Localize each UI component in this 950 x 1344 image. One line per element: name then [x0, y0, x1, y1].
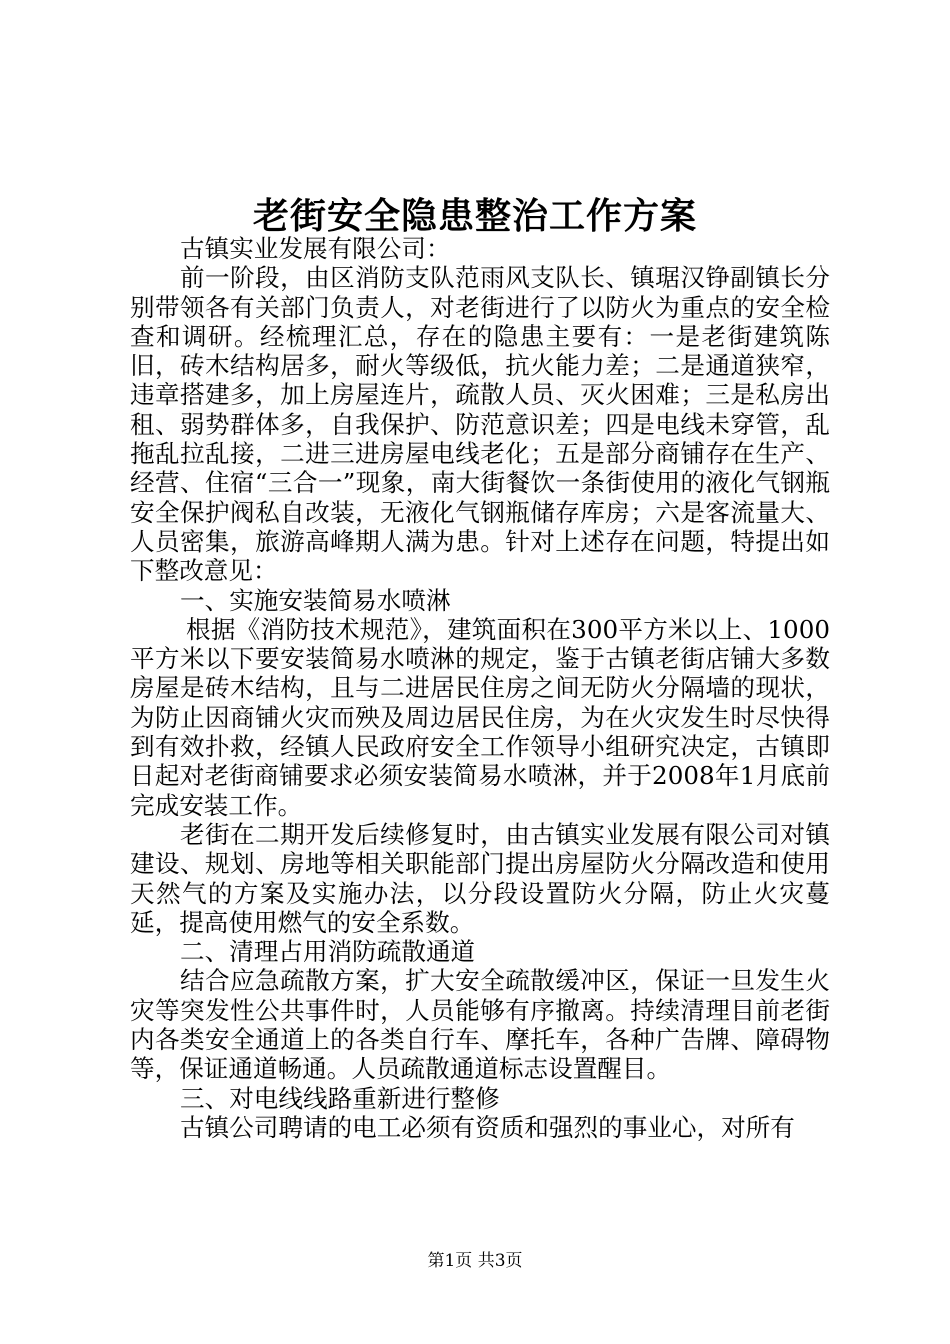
paragraph-intro: 前一阶段，由区消防支队范雨风支队长、镇琚汉铮副镇长分别带领各有关部门负责人，对老街进行了以防火为重点的安全检查和调研。经梳理汇总，存在的隐患主要有：一是老街建筑陈旧，砖木结构居多，耐火等级低，抗火能力差；二是通道狭窄，违章搭建多，加上房屋连片，疏散人员、灭火困难；三是私房出租、弱势群体多，自我保护、防范意识差；四是电线未穿管，乱拖乱拉乱接，二进三进房屋电线老化；五是部分商铺存在生产、经营、住宿“三合一”现象，南大街餐饮一条街使用的液化气钢瓶安全保护阀私自改装，无液化气钢瓶储存库房；六是客流量大、人员密集，旅游高峰期人满为患。针对上述存在问题，特提出如下整改意见：	[130, 263, 830, 586]
section-heading-2: 二、清理占用消防疏散通道	[180, 937, 476, 967]
section-heading-3: 三、对电线线路重新进行整修	[180, 1083, 500, 1113]
document-title: 老街安全隐患整治工作方案	[252, 195, 697, 237]
paragraph-section-2: 结合应急疏散方案，扩大安全疏散缓冲区，保证一旦发生火灾等突发性公共事件时，人员能够有序撤离。持续清理目前老街内各类安全通道上的各类自行车、摩托车，各种广告牌、障碍物等，保证通道畅通。人员疏散通道标志设置醒目。	[130, 966, 830, 1084]
paragraph-salutation: 古镇实业发展有限公司：	[180, 234, 451, 263]
paragraph-section-3: 古镇公司聘请的电工必须有资质和强烈的事业心，对所有	[180, 1112, 795, 1142]
paragraph-section-1-a: 根据《消防技术规范》，建筑面积在300平方米以上、1000平方米以下要安装简易水喷淋的规定，鉴于古镇老街店铺大多数房屋是砖木结构，且与二进居民住房之间无防火分隔墙的现状，为防止因商铺火灾而殃及周边居民住房，为在火灾发生时尽快得到有效扑救，经镇人民政府安全工作领导小组研究决定，古镇即日起对老街商铺要求必须安装简易水喷淋，并于2008年1月底前完成安装工作。	[130, 614, 830, 820]
page-footer: 第1页 共3页	[427, 1251, 523, 1271]
section-heading-1: 一、实施安装简易水喷淋	[180, 585, 451, 615]
paragraph-section-1-b: 老街在二期开发后续修复时，由古镇实业发展有限公司对镇建设、规划、房地等相关职能部门提出房屋防火分隔改造和使用天然气的方案及实施办法，以分段设置防火分隔，防止火灾蔓延，提高使用燃气的安全系数。	[130, 819, 830, 937]
document-body	[130, 234, 830, 1142]
